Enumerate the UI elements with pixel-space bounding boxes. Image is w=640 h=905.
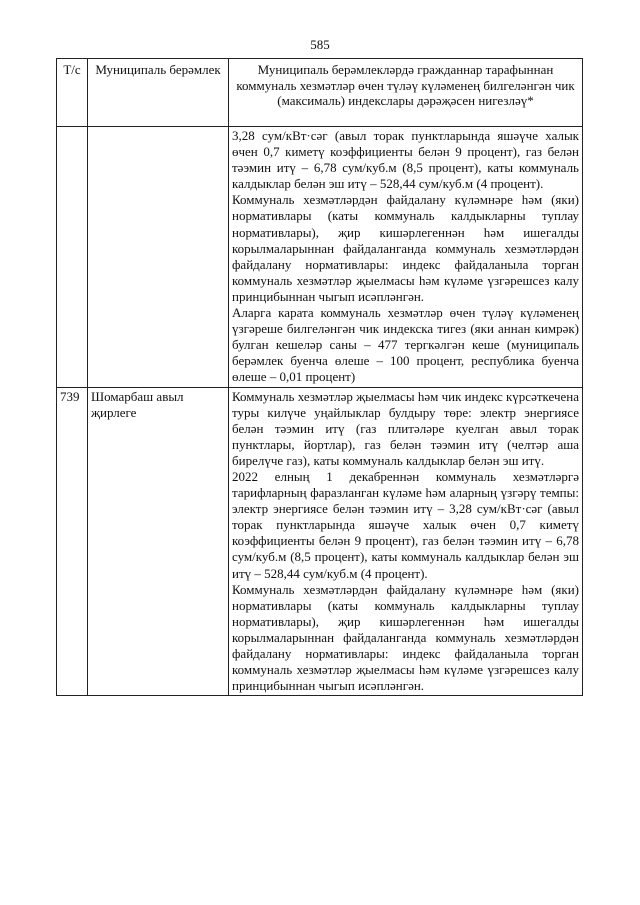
tariff-index-table	[56, 58, 583, 696]
row-municipality-cell	[88, 127, 229, 388]
header-number: Т/с	[57, 59, 88, 127]
paragraph: 3,28 сум/кВт·сәг (авыл торак пунктларында яшәүче халык өчен 0,7 киметү коэффициенты белән 9 процент), газ белән тәэмин итү – 6,78 сум/куб.м (8,5 процент), каты коммуналь калдыклар белән эш итү – 528,44 сум/куб.м (4 процент).	[232, 128, 579, 192]
row-justification-cell	[229, 127, 583, 388]
paragraph: Коммуналь хезмәтләр җыелмасы һәм чик индекс күрсәткечена туры килүче уңайлыклар булдыру төре: электр энергиясе белән тәэмин итү (газ плитәләре куелган авыл торак пунктлары, йортлар), газ белән тәэмин итү (челтәр аша бирелүче газ), каты коммуналь калдыклар белән эш итү.	[232, 388, 579, 468]
table-row-continued	[57, 127, 583, 388]
paragraph: Коммуналь хезмәтләрдән файдалану күләмнәре һәм (яки) нормативлары (каты коммуналь калдыкларны туплау нормативлары), җир кишәрлегеннән һәм ишегалды корылмаларыннан файдаланганда коммуналь хезмәтләрдән файдалану нормативлары: индекс файдаланыла торган коммуналь хезмәтләр җыелмасы һәм күләме үзгәрешсез калу принцибыннан чыгып исәпләнгән.	[232, 192, 579, 304]
header-municipality: Муниципаль берәмлек	[88, 59, 229, 127]
paragraph: Аларга карата коммуналь хезмәтләр өчен түләү күләменең үзгәреше билгеләнгән чик индекска тигез (яки аннан кимрәк) булган кешеләр саны – 477 тергкәлгән кеше (муниципаль берәмлек буенча өлеше – 100 процент, республика буенча өлеше – 0,01 процент)	[232, 305, 579, 385]
row-municipality-cell: Шомарбаш авыл җирлеге	[88, 387, 229, 696]
header-justification: Муниципаль берәмлекләрдә гражданнар тарафыннан коммуналь хезмәтләр өчен түләү күләменең билгеләнгән чик (максималь) индекслары дәрәҗәсен нигезләү*	[229, 59, 583, 127]
row-number-cell: 739	[57, 387, 88, 696]
row-justification-cell	[229, 387, 583, 696]
page-number: 585	[310, 37, 330, 52]
table-header-row	[57, 59, 583, 127]
paragraph: Коммуналь хезмәтләрдән файдалану күләмнәре һәм (яки) нормативлары (каты коммуналь калдыкларны туплау нормативлары), җир кишәрлегеннән һәм ишегалды корылмаларыннан файдаланганда коммуналь хезмәтләрдән файдалану нормативлары: индекс файдаланыла торган коммуналь хезмәтләр җыелмасы һәм күләме үзгәрешсез калу принцибыннан чыгып исәпләнгән.	[232, 581, 579, 694]
row-number-cell	[57, 127, 88, 388]
table-row-739	[57, 387, 583, 696]
paragraph: 2022 елның 1 декабреннән коммуналь хезмәтләргә тарифларның фаразланган күләме һәм аларның үзгәрү темпы: электр энергиясе белән тәэмин итү – 3,28 сум/кВт·сәг (авыл торак пунктларында яшәүче халык өчен 0,7 киметү коэффициенты белән 9 процент), газ белән тәэмин итү – 6,78 сум/куб.м (8,5 процент), каты коммуналь калдыклар белән эш итү – 528,44 сум/куб.м (4 процент).	[232, 468, 579, 581]
